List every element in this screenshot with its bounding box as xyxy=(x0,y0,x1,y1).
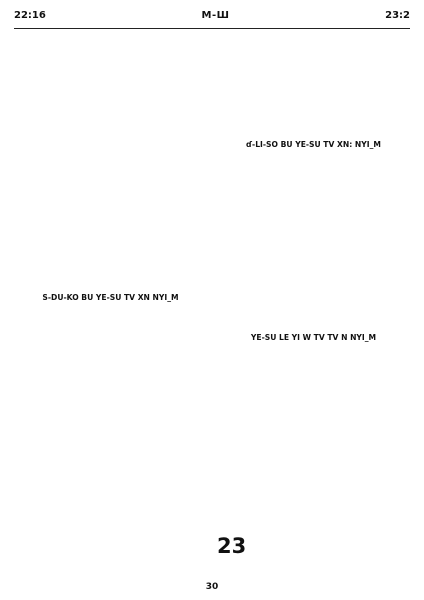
text-line xyxy=(14,158,207,168)
text-line xyxy=(14,505,207,515)
text-line xyxy=(217,129,410,139)
text-line xyxy=(14,244,207,254)
text-line xyxy=(14,495,207,505)
text-line xyxy=(14,129,207,139)
page-number: 30 xyxy=(205,582,219,592)
text-line xyxy=(217,62,410,72)
text-line xyxy=(14,361,207,371)
text-line xyxy=(217,33,410,43)
text-line xyxy=(217,110,410,120)
text-line xyxy=(14,514,207,524)
chapter-number: 23 xyxy=(217,533,247,558)
text-line xyxy=(14,399,207,409)
text-line xyxy=(217,391,410,401)
text-line xyxy=(217,293,410,303)
text-line xyxy=(14,196,207,206)
text-line xyxy=(217,188,410,198)
text-line xyxy=(217,226,410,236)
chapter-start-block xyxy=(217,535,410,569)
header-right-reference: 23:2 xyxy=(385,10,410,21)
left-column xyxy=(14,33,207,569)
text-line xyxy=(14,254,207,264)
text-line xyxy=(14,303,207,313)
text-line xyxy=(14,428,207,438)
text-line xyxy=(14,418,207,428)
text-line xyxy=(14,313,207,323)
text-line xyxy=(217,516,410,526)
text-line xyxy=(217,381,410,391)
text-line xyxy=(217,236,410,246)
text-line xyxy=(14,206,207,216)
text-line xyxy=(217,169,410,179)
header-left-reference: 22:16 xyxy=(14,10,46,21)
text-line xyxy=(217,255,410,265)
section-heading: YE-SU LE YI W TV TV N NYI_M xyxy=(250,332,377,342)
text-line xyxy=(14,119,207,129)
text-line xyxy=(217,400,410,410)
text-line xyxy=(217,429,410,439)
text-line xyxy=(217,477,410,487)
text-line xyxy=(14,447,207,457)
text-line xyxy=(14,457,207,467)
chapter-start-lines xyxy=(253,535,410,569)
text-line xyxy=(14,437,207,447)
text-line xyxy=(14,148,207,158)
text-line xyxy=(217,496,410,506)
text-line xyxy=(217,313,410,323)
text-line xyxy=(217,284,410,294)
text-line xyxy=(14,322,207,332)
header-book-title: M-Ш xyxy=(201,10,230,21)
text-line xyxy=(217,217,410,227)
text-line xyxy=(217,506,410,516)
text-line xyxy=(14,234,207,244)
text-line xyxy=(217,207,410,217)
text-line xyxy=(217,343,410,353)
text-line xyxy=(253,563,410,569)
text-line xyxy=(14,110,207,120)
text-line xyxy=(217,100,410,110)
text-line xyxy=(217,322,410,332)
text-line xyxy=(14,177,207,187)
text-line xyxy=(253,554,410,564)
text-line xyxy=(14,533,207,543)
text-line xyxy=(217,43,410,53)
text-line xyxy=(14,273,207,283)
text-line xyxy=(14,351,207,361)
header-rule xyxy=(14,28,410,29)
text-line xyxy=(253,535,410,545)
text-line xyxy=(14,485,207,495)
text-line xyxy=(14,524,207,534)
text-line xyxy=(14,466,207,476)
text-line xyxy=(217,198,410,208)
right-column xyxy=(217,33,410,569)
text-line xyxy=(217,81,410,91)
text-line xyxy=(14,139,207,149)
text-line xyxy=(217,303,410,313)
text-line xyxy=(217,468,410,478)
text-line xyxy=(217,487,410,497)
section-heading: ɗ-LI-SO BU YE-SU TV XN: NYI_M xyxy=(246,139,381,149)
text-line xyxy=(14,263,207,273)
text-line xyxy=(14,225,207,235)
text-line xyxy=(217,159,410,169)
text-line xyxy=(217,458,410,468)
text-line xyxy=(14,341,207,351)
text-line xyxy=(217,119,410,129)
text-line xyxy=(217,52,410,62)
text-line xyxy=(217,410,410,420)
text-line xyxy=(14,52,207,62)
section-heading: S-DU-KO BU YE-SU TV XN NYI_M xyxy=(42,293,179,303)
text-line xyxy=(14,62,207,72)
text-line xyxy=(217,448,410,458)
text-line xyxy=(253,544,410,554)
text-line xyxy=(217,178,410,188)
text-line xyxy=(217,71,410,81)
text-line xyxy=(14,81,207,91)
text-line xyxy=(14,215,207,225)
text-line xyxy=(217,245,410,255)
text-line xyxy=(217,362,410,372)
text-line xyxy=(14,370,207,380)
text-line xyxy=(217,439,410,449)
text-line xyxy=(14,91,207,101)
text-line xyxy=(217,352,410,362)
text-line xyxy=(14,43,207,53)
text-line xyxy=(14,282,207,292)
text-line xyxy=(14,543,207,553)
text-line xyxy=(217,420,410,430)
text-line xyxy=(14,476,207,486)
text-columns xyxy=(14,33,410,569)
text-line xyxy=(14,332,207,342)
text-line xyxy=(217,274,410,284)
text-line xyxy=(14,33,207,43)
text-line xyxy=(14,187,207,197)
text-line xyxy=(217,150,410,160)
text-line xyxy=(217,372,410,382)
text-line xyxy=(14,380,207,390)
right-column-lines xyxy=(217,33,410,535)
text-line xyxy=(217,265,410,275)
text-line xyxy=(14,167,207,177)
text-line xyxy=(14,389,207,399)
text-line xyxy=(217,91,410,101)
text-line xyxy=(14,100,207,110)
text-line xyxy=(14,409,207,419)
running-header xyxy=(14,10,410,24)
text-line xyxy=(14,71,207,81)
